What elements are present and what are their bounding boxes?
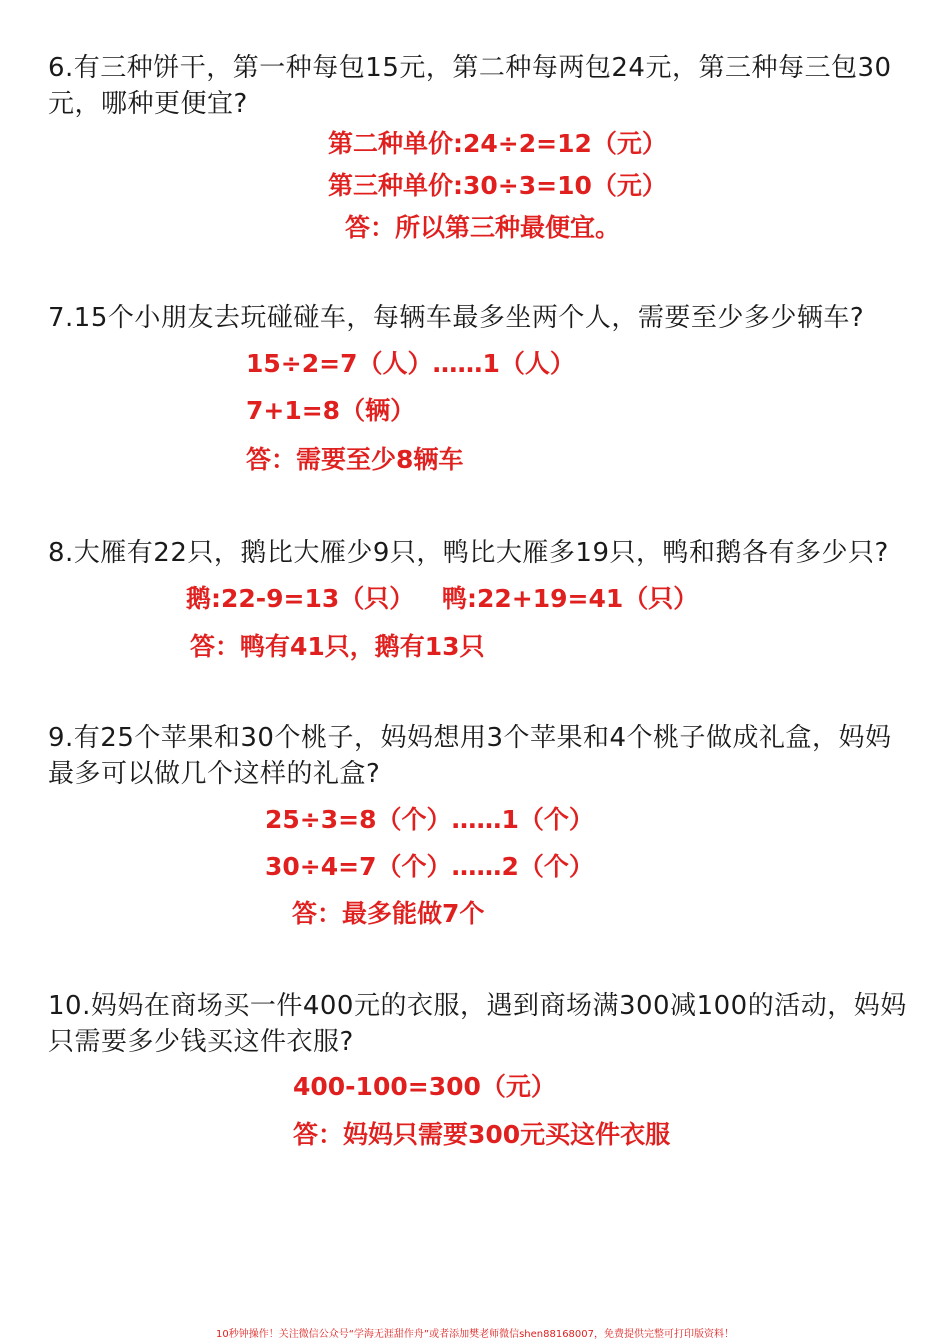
answer-6-line-1: 第二种单价:24÷2=12（元） bbox=[328, 129, 667, 158]
answer-9-line-2: 30÷4=7（个）……2（个） bbox=[265, 852, 594, 881]
answer-7-conclusion: 答：需要至少8辆车 bbox=[246, 445, 464, 474]
answer-8-conclusion: 答：鸭有41只，鹅有13只 bbox=[190, 632, 485, 661]
answer-10-line-1: 400-100=300（元） bbox=[293, 1072, 556, 1101]
answer-9-line-1: 25÷3=8（个）……1（个） bbox=[265, 805, 594, 834]
answer-6-line-2: 第三种单价:30÷3=10（元） bbox=[328, 171, 667, 200]
answer-8-duck: 鸭:22+19=41（只） bbox=[442, 584, 699, 613]
answer-7-line-2: 7+1=8（辆） bbox=[246, 396, 416, 425]
answer-9-conclusion: 答：最多能做7个 bbox=[292, 899, 485, 928]
answer-10-conclusion: 答：妈妈只需要300元买这件衣服 bbox=[293, 1120, 671, 1149]
question-7: 7.15个小朋友去玩碰碰车，每辆车最多坐两个人，需要至少多少辆车? bbox=[48, 303, 865, 333]
question-8: 8.大雁有22只，鹅比大雁少9只，鸭比大雁多19只，鸭和鹅各有多少只? bbox=[48, 538, 889, 568]
question-10: 10.妈妈在商场买一件400元的衣服，遇到商场满300减100的活动，妈妈只需要多少钱买这件衣服? bbox=[48, 991, 907, 1057]
question-6: 6.有三种饼干，第一种每包15元，第二种每两包24元，第三种每三包30元，哪种更便宜? bbox=[48, 53, 892, 119]
answer-8-goose: 鹅:22-9=13（只） bbox=[186, 584, 415, 613]
question-9: 9.有25个苹果和30个桃子，妈妈想用3个苹果和4个桃子做成礼盒，妈妈最多可以做几个这样的礼盒? bbox=[48, 723, 892, 789]
answer-6-conclusion: 答：所以第三种最便宜。 bbox=[345, 213, 621, 242]
footer-note: 10秒钟操作！关注微信公众号“学海无涯甜作舟”或者添加樊老师微信shen88168007，免费提供完整可打印版资料！ bbox=[215, 1329, 735, 1340]
answer-7-line-1: 15÷2=7（人）……1（人） bbox=[246, 349, 575, 378]
